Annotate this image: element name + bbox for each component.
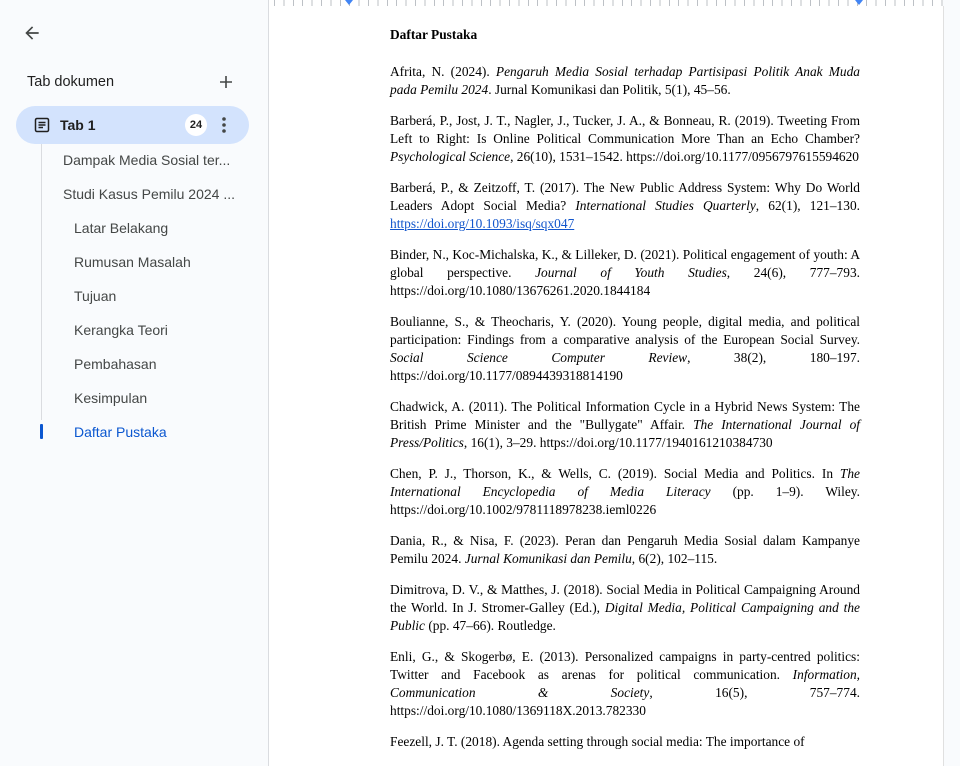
page-content — [390, 26, 860, 764]
ref-text: Boulianne, S., & Theocharis, Y. (2020). Young people, digital media, and political participation: Findings from a comparative analysis of the European Social Survey. — [390, 314, 860, 347]
outline-guide-line — [41, 144, 42, 420]
reference-entry — [390, 63, 860, 99]
reference-entry — [390, 733, 860, 751]
ref-text: Barberá, P., & Zeitzoff, T. (2017). The New Public Address System: Why Do World Leaders Adopt Social Media? — [390, 180, 860, 213]
ref-details: (pp. 47–66). Routledge. — [424, 618, 556, 633]
ref-title: Social Science Computer Review — [390, 350, 688, 365]
tabs-title: Tab dokumen — [27, 74, 115, 90]
ref-details: , 26(10), 1531–1542. https://doi.org/10.1177/0956797615594620 — [510, 149, 859, 164]
outline-item-latar-belakang[interactable]: Latar Belakang — [74, 220, 169, 236]
ref-title: Information, Communication & Society — [390, 667, 860, 700]
arrow-back-icon — [22, 23, 42, 43]
reference-entry — [390, 648, 860, 720]
ref-details: , 16(1), 3–29. https://doi.org/10.1177/1940161210384730 — [463, 435, 773, 450]
tab-options-button[interactable] — [214, 115, 234, 135]
document-icon — [34, 117, 50, 133]
ref-title: Digital Media, Political Campaigning and the Public — [390, 600, 860, 633]
section-heading: Daftar Pustaka — [390, 27, 478, 42]
ref-text: Binder, N., Koc-Michalska, K., & Lilleker, D. (2021). Political engagement of youth: A global perspective. — [390, 247, 860, 280]
more-vert-icon — [222, 117, 226, 133]
outline-item-kerangka-teori[interactable]: Kerangka Teori — [74, 322, 168, 338]
outline-item-pembahasan[interactable]: Pembahasan — [74, 356, 157, 372]
ref-details: , 24(6), 777–793. https://doi.org/10.1080/13676261.2020.1844184 — [390, 265, 860, 298]
ref-details: , 38(2), 180–197. https://doi.org/10.1177/0894439318814190 — [390, 350, 860, 383]
ref-text: Enli, G., & Skogerbø, E. (2013). Personalized campaigns in party-centred politics: Twitter and Facebook as arenas for political communication. — [390, 649, 860, 682]
ref-title: The International Encyclopedia of Media Literacy — [390, 466, 860, 499]
outline-item-kesimpulan[interactable]: Kesimpulan — [74, 390, 148, 406]
outline-item-studi-kasus-pemilu[interactable]: Studi Kasus Pemilu 2024 ... — [63, 186, 235, 202]
ref-details: . Jurnal Komunikasi dan Politik, 5(1), 45–56. — [488, 82, 731, 97]
ref-text: Chadwick, A. (2011). The Political Information Cycle in a Hybrid News System: The British Prime Minister and the "Bullygate" Affair. — [390, 399, 860, 432]
ref-title: Pengaruh Media Sosial terhadap Partisipasi Politik Anak Muda pada Pemilu 2024 — [390, 64, 860, 97]
ref-text: Dania, R., & Nisa, F. (2023). Peran dan Pengaruh Media Sosial dalam Kampanye Pemilu 2024. — [390, 533, 860, 566]
ref-details: , 6(2), 102–115. — [631, 551, 718, 566]
outline-item-rumusan-masalah[interactable]: Rumusan Masalah — [74, 254, 191, 270]
ref-text: Barberá, P., Jost, J. T., Nagler, J., Tucker, J. A., & Bonneau, R. (2019). Tweeting From Left to Right: Is Online Political Communication More Than an Echo Chamber? — [390, 113, 860, 146]
outline-active-indicator — [40, 424, 43, 439]
tab-label: Tab 1 — [60, 117, 96, 133]
reference-entry — [390, 465, 860, 519]
reference-entry — [390, 179, 860, 233]
ref-details: (pp. 1–9). Wiley. https://doi.org/10.1002/9781118978238.ieml0226 — [390, 484, 860, 517]
ref-title: Jurnal Komunikasi dan Pemilu — [464, 551, 632, 566]
tab-count-badge: 24 — [185, 114, 207, 136]
reference-entry — [390, 398, 860, 452]
ref-text: Dimitrova, D. V., & Matthes, J. (2018). Social Media in Political Campaigning Around the World. In J. Stromer-Galley (Ed.), — [390, 582, 860, 615]
doi-link[interactable]: https://doi.org/10.1093/isq/sqx047 — [390, 216, 575, 231]
reference-entry — [390, 581, 860, 635]
ref-text: Chen, P. J., Thorson, K., & Wells, C. (2019). Social Media and Politics. In — [390, 466, 840, 481]
add-tab-button[interactable] — [215, 72, 237, 92]
outline-item-dampak-media-sosial[interactable]: Dampak Media Sosial ter... — [63, 152, 231, 168]
outline-item-daftar-pustaka[interactable]: Daftar Pustaka — [74, 424, 167, 440]
document-area — [269, 0, 960, 766]
left-margin-marker[interactable] — [345, 0, 353, 5]
tab-1[interactable] — [16, 106, 249, 144]
reference-entry — [390, 112, 860, 166]
reference-entry — [390, 246, 860, 300]
ref-text: Feezell, J. T. (2018). Agenda setting through social media: The importance of — [390, 734, 805, 749]
back-button[interactable] — [14, 16, 50, 50]
outline-item-tujuan[interactable]: Tujuan — [74, 288, 117, 304]
ref-title: Journal of Youth Studies — [535, 265, 727, 280]
ref-title: International Studies Quarterly — [575, 198, 756, 213]
ref-details: , 16(5), 757–774. https://doi.org/10.1080/1369118X.2013.782330 — [390, 685, 860, 718]
ref-title: The International Journal of Press/Politics — [390, 417, 860, 450]
ref-details: , 62(1), 121–130. — [755, 198, 860, 213]
plus-icon — [219, 75, 233, 89]
tabs-header — [27, 72, 237, 92]
ref-text: Afrita, N. (2024). — [390, 64, 496, 79]
document-page[interactable] — [269, 6, 944, 766]
document-tabs-sidebar — [0, 0, 269, 766]
reference-entry — [390, 532, 860, 568]
ref-title: Psychological Science — [390, 149, 511, 164]
reference-entry — [390, 313, 860, 385]
right-margin-marker[interactable] — [855, 0, 863, 5]
